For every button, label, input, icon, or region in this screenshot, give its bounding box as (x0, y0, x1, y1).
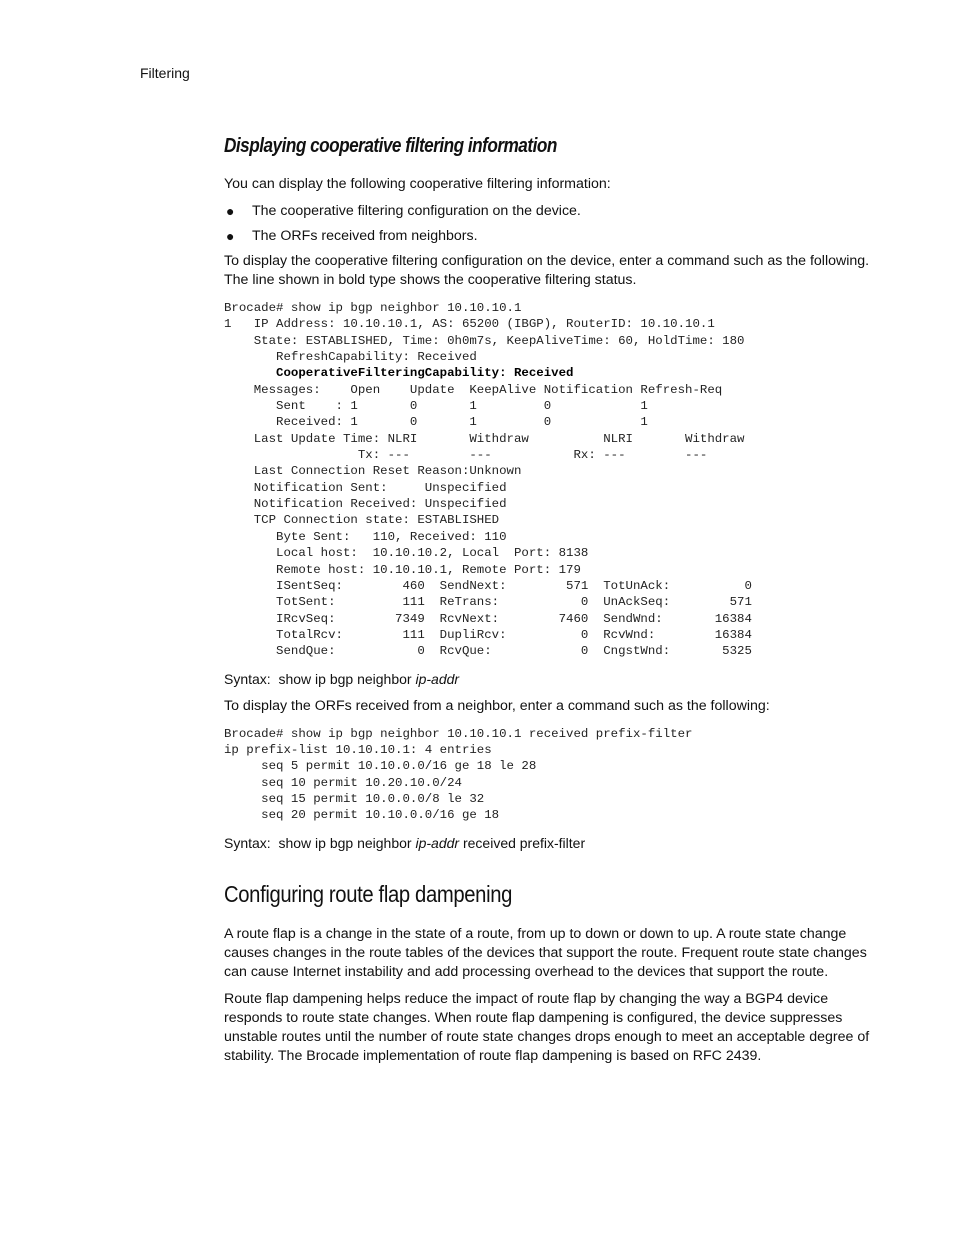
syntax-label: Syntax: (224, 670, 271, 687)
cli-line: Received: 1 0 1 0 1 (224, 415, 648, 430)
syntax-label: Syntax: (224, 834, 271, 851)
syntax-argument: ip-addr (415, 834, 460, 851)
section-heading-route-flap-dampening: Configuring route flap dampening (224, 880, 513, 907)
page-content (224, 133, 874, 1066)
cli-line: Last Update Time: NLRI Withdraw NLRI Withdraw (224, 431, 745, 446)
cli2-intro-paragraph: To display the ORFs received from a neighbor, enter a command such as the following: (224, 697, 770, 714)
cli-line-bold-status: CooperativeFilteringCapability: Received (224, 366, 574, 381)
cli-line: ISentSeq: 460 SendNext: 571 TotUnAck: 0 (224, 578, 752, 593)
cli-line: Messages: Open Update KeepAlive Notification Refresh-Req (224, 382, 723, 397)
cli-line: Local host: 10.10.10.2, Local Port: 8138 (224, 546, 589, 561)
cli-line: Tx: --- --- Rx: --- --- (224, 448, 708, 463)
cli-line: TotalRcv: 111 DupliRcv: 0 RcvWnd: 16384 (224, 627, 752, 642)
route-flap-paragraph-2: Route flap dampening helps reduce the impact of route flap by changing the way a BGP4 device responds to route state changes. When route flap dampening is configured, the device suppresses unstable routes until the number of route state changes drops enough to meet an acceptable degree of stability. The Brocade implementation of route flap dampening is based on RFC 2439. (224, 990, 870, 1064)
cli-line: Sent : 1 0 1 0 1 (224, 399, 648, 414)
cli-line: Notification Received: Unspecified (224, 497, 507, 512)
cli-line: 1 IP Address: 10.10.10.1, AS: 65200 (IBGP), RouterID: 10.10.10.1 (224, 317, 715, 332)
info-bullet-list (224, 202, 874, 246)
list-item-text: The ORFs received from neighbors. (252, 228, 478, 244)
cli-line: Remote host: 10.10.10.1, Remote Port: 179 (224, 562, 581, 577)
syntax-line-prefix-filter (224, 834, 874, 853)
syntax-line-neighbor (224, 670, 874, 689)
cli-line: Byte Sent: 110, Received: 110 (224, 529, 507, 544)
cli-line: Brocade# show ip bgp neighbor 10.10.10.1 received prefix-filter (224, 726, 693, 741)
cli-line: RefreshCapability: Received (224, 350, 477, 365)
section-heading-cooperative-filtering: Displaying cooperative filtering information (224, 135, 557, 157)
cli-line: seq 15 permit 10.0.0.0/8 le 32 (224, 791, 485, 806)
syntax-argument: ip-addr (415, 670, 460, 687)
cli-line: TotSent: 111 ReTrans: 0 UnAckSeq: 571 (224, 595, 752, 610)
bullet-icon: ● (226, 203, 235, 219)
list-item-text: The cooperative filtering configuration on the device. (252, 203, 581, 219)
cli-output-neighbor (224, 300, 874, 660)
cli-line: IRcvSeq: 7349 RcvNext: 7460 SendWnd: 16384 (224, 611, 752, 626)
cli-line: Notification Sent: Unspecified (224, 480, 507, 495)
syntax-command: show ip bgp neighbor (278, 670, 412, 687)
cli-line: ip prefix-list 10.10.10.1: 4 entries (224, 742, 492, 757)
syntax-suffix: received prefix-filter (462, 834, 586, 851)
route-flap-paragraph-1: A route flap is a change in the state of a route, from up to down or down to up. A route state change causes changes in the route tables of the devices that support the route. Frequent route state changes can cause Internet instability and add processing overhead to the devices that support the route. (224, 925, 867, 980)
cli-line: State: ESTABLISHED, Time: 0h0m7s, KeepAliveTime: 60, HoldTime: 180 (224, 333, 745, 348)
cli-line: Last Connection Reset Reason:Unknown (224, 464, 522, 479)
running-header: Filtering (140, 65, 190, 81)
cli-output-prefix-filter (224, 726, 874, 824)
cli-line: TCP Connection state: ESTABLISHED (224, 513, 500, 528)
intro-paragraph: You can display the following cooperative filtering information: (224, 176, 611, 192)
list-item (224, 227, 874, 246)
bullet-icon: ● (226, 228, 235, 244)
syntax-command: show ip bgp neighbor (278, 834, 412, 851)
list-item (224, 202, 874, 221)
cli-line: seq 20 permit 10.10.0.0/16 ge 18 (224, 808, 500, 823)
cli1-intro-paragraph: To display the cooperative filtering configuration on the device, enter a command such as the following. The line shown in bold type shows the cooperative filtering status. (224, 253, 870, 288)
cli-line: Brocade# show ip bgp neighbor 10.10.10.1 (224, 301, 522, 315)
cli-line: SendQue: 0 RcvQue: 0 CngstWnd: 5325 (224, 644, 752, 659)
cli-line: seq 5 permit 10.10.0.0/16 ge 18 le 28 (224, 759, 537, 774)
cli-line: seq 10 permit 10.20.10.0/24 (224, 775, 462, 790)
